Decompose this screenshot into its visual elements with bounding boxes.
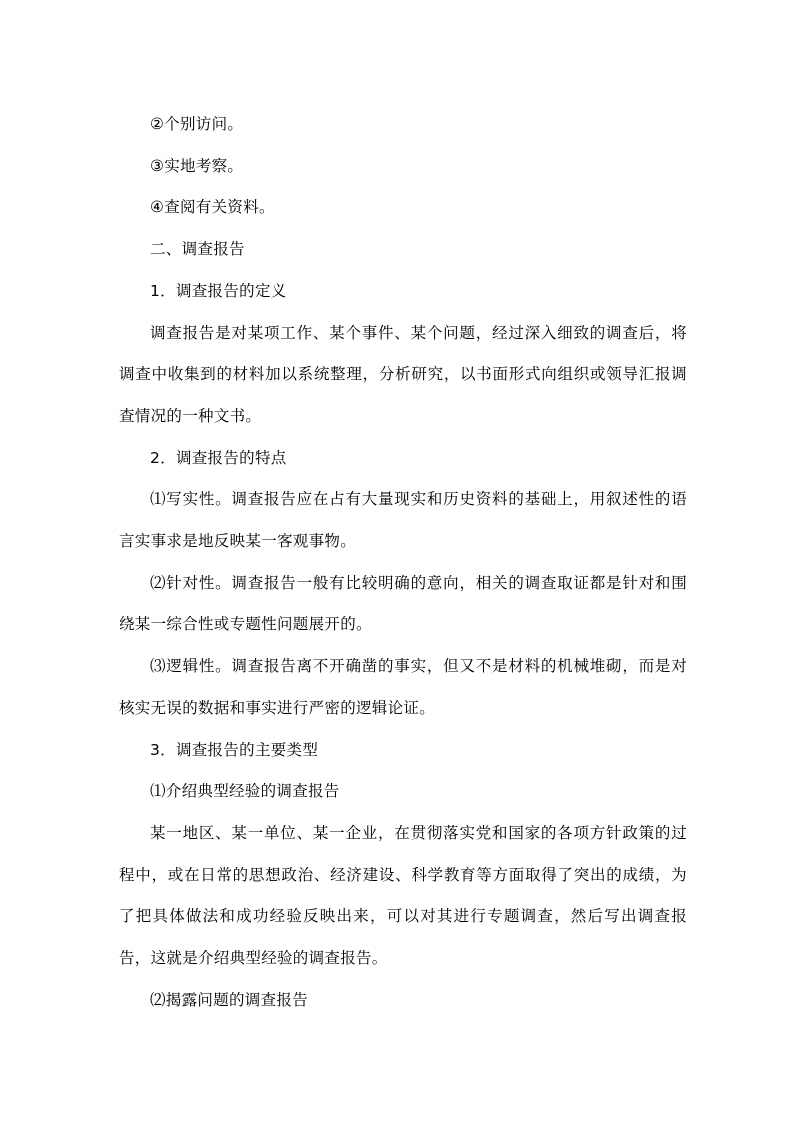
paragraph-definition: 调查报告是对某项工作、某个事件、某个问题，经过深入细致的调查后，将调查中收集到的材料加以系统整理，分析研究，以书面形式向组织或领导汇报调查情况的一种文书。: [119, 323, 687, 425]
section-heading-investigation-report: 二、调查报告: [150, 240, 245, 259]
paragraph-logic: ⑶逻辑性。调查报告离不开确凿的事实，但又不是材料的机械堆砌，而是对核实无误的数据和事实进行严密的逻辑论证。: [119, 657, 687, 717]
paragraph-realism: ⑴写实性。调查报告应在占有大量现实和历史资料的基础上，用叙述性的语言实事求是地反映某一客观事物。: [119, 490, 687, 551]
list-item-individual-visit: ②个别访问。: [150, 115, 244, 133]
paragraph-targeting: ⑵针对性。调查报告一般有比较明确的意向，相关的调查取证都是针对和围绕某一综合性或专题性问题展开的。: [119, 573, 687, 634]
subheading-exposing-problems: ⑵揭露问题的调查报告: [150, 990, 309, 1009]
subheading-characteristics: 2．调查报告的特点: [150, 448, 287, 467]
paragraph-typical-experience: 某一地区、某一单位、某一企业，在贯彻落实党和国家的各项方针政策的过程中，或在日常的思想政治、经济建设、科学教育等方面取得了突出的成绩，为了把具体做法和成功经验反映出来，可以对其进行专题调查，然后写出调查报告，这就是介绍典型经验的调查报告。: [119, 823, 687, 968]
list-item-consult-materials: ④查阅有关资料。: [150, 198, 275, 217]
list-item-field-inspection: ③实地考察。: [150, 156, 244, 175]
subheading-definition: 1．调查报告的定义: [150, 281, 287, 300]
document-body: [119, 104, 687, 1021]
subheading-typical-experience: ⑴介绍典型经验的调查报告: [150, 782, 340, 801]
subheading-types: 3．调查报告的主要类型: [150, 740, 319, 759]
